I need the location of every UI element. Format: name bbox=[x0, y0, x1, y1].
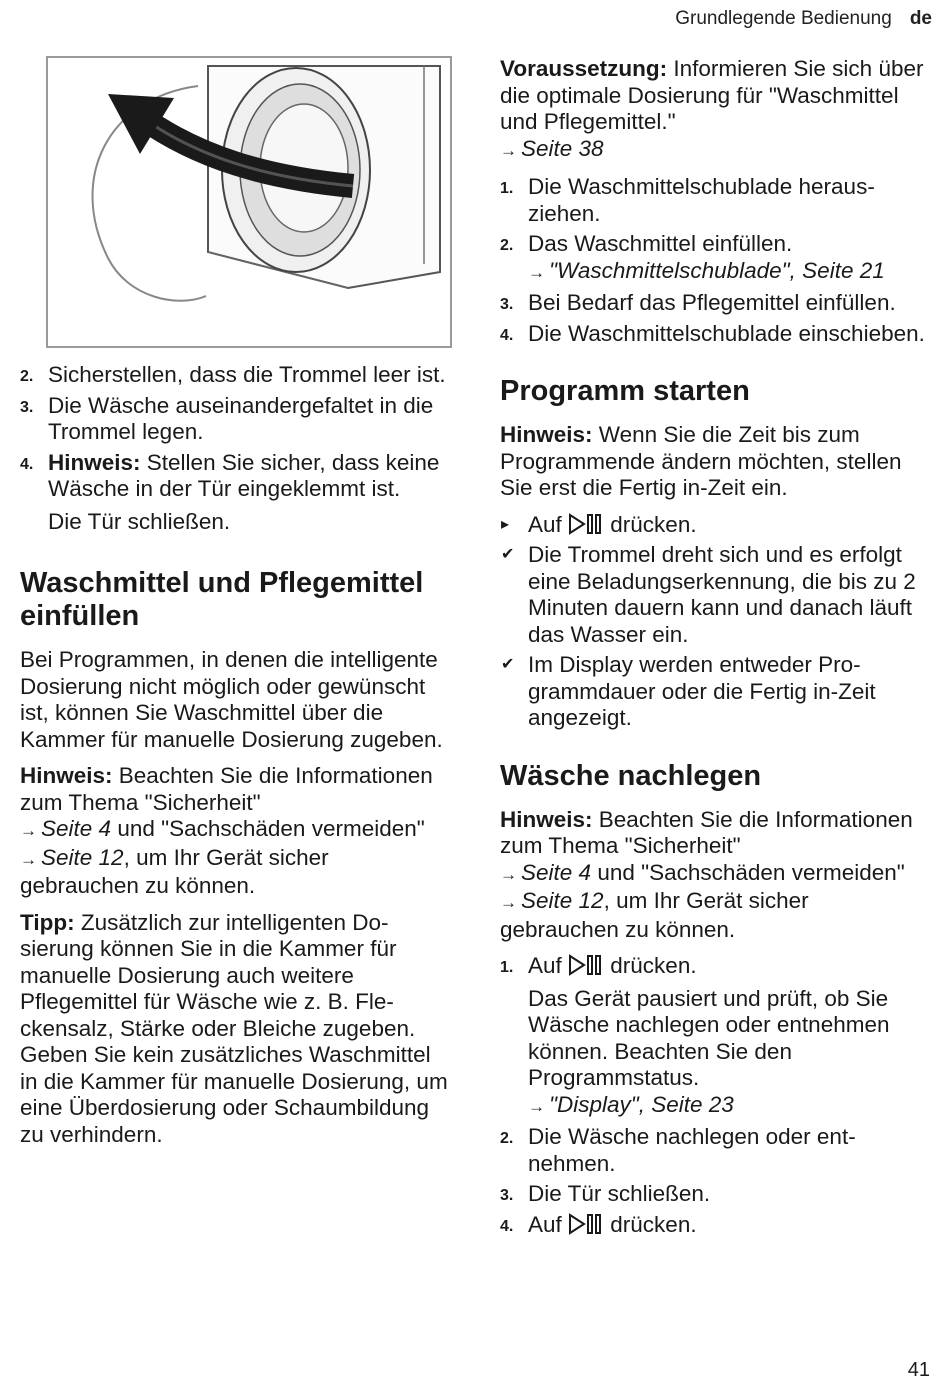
left-column bbox=[20, 56, 452, 1158]
step-number: 4. bbox=[20, 455, 34, 473]
page-header bbox=[675, 8, 932, 30]
list-item bbox=[20, 393, 452, 446]
section-heading-add-laundry: Wäsche nachlegen bbox=[500, 759, 762, 792]
page-reference-link[interactable]: Seite 12 bbox=[521, 888, 604, 913]
list-item bbox=[500, 174, 932, 227]
right-column bbox=[500, 56, 932, 1246]
washing-machine-door-illustration bbox=[46, 56, 452, 348]
start-pause-icon bbox=[568, 513, 604, 535]
step-text: Die Tür schließen. bbox=[528, 1181, 711, 1206]
note-label: Hinweis: bbox=[500, 422, 593, 447]
check-icon: ✔ bbox=[501, 656, 515, 673]
page-number: 41 bbox=[907, 1359, 930, 1381]
step-number: 4. bbox=[500, 1217, 514, 1235]
detergent-intro: Bei Programmen, in denen die intelligente Dosierung nicht möglich oder gewünscht ist, können Sie Waschmittel über die Kammer für manuelle Dosierung zugeben. bbox=[20, 647, 443, 752]
arrow-icon: → bbox=[500, 864, 517, 884]
tip-label: Tipp: bbox=[20, 909, 75, 935]
page-reference-link[interactable]: Seite 4 bbox=[521, 859, 592, 885]
step-number: 3. bbox=[500, 296, 514, 313]
add-laundry-step-list bbox=[500, 953, 932, 1238]
step-number: 3. bbox=[500, 1187, 514, 1204]
result-item: ✔ Im Display werden entweder Programmdauer oder die Fertig in-Zeit angezeigt. bbox=[501, 652, 876, 730]
arrow-icon: → bbox=[528, 262, 545, 282]
prerequisite: Voraussetzung: Informieren Sie sich über die optimale Dosierung für "Waschmittel und Pflegemittel." → Seite 38 bbox=[500, 56, 924, 161]
header-language: de bbox=[909, 8, 932, 29]
arrow-icon: → bbox=[20, 821, 37, 840]
program-start-note: Hinweis: Wenn Sie die Zeit bis zum Programmende ändern möchten, stellen Sie erst die Fertig in-Zeit ein. bbox=[500, 422, 902, 500]
section-heading-detergent: Waschmittel und Pflegemittel einfüllen bbox=[20, 567, 424, 632]
note-label: Hinweis: bbox=[48, 449, 141, 475]
arrow-icon: → bbox=[20, 849, 37, 869]
note-label: Hinweis: bbox=[20, 763, 113, 788]
step-text: Bei Bedarf das Pflegemittel einfüllen. bbox=[528, 290, 896, 315]
page-reference-link[interactable]: Seite 12 bbox=[41, 844, 124, 870]
check-icon: ✔ bbox=[501, 546, 515, 563]
arrow-icon: → bbox=[528, 1096, 545, 1116]
step-text: Die Wäsche nachlegen oder entnehmen. bbox=[528, 1124, 856, 1176]
header-title: Grundlegende Bedienung bbox=[675, 8, 892, 29]
page-reference-link[interactable]: Seite 4 bbox=[41, 816, 112, 841]
list-item: 4. Auf drücken. bbox=[500, 1212, 932, 1239]
list-item bbox=[500, 231, 932, 286]
step-subtext: Die Tür schließen. bbox=[48, 508, 231, 534]
list-item bbox=[500, 1181, 932, 1208]
safety-note: Hinweis: Beachten Sie die Informationen zum Thema "Sicherheit" → Seite 4 und "Sachschäden vermeiden" → Seite 12, um Ihr Gerät sicher gebrauchen zu können. bbox=[500, 806, 913, 942]
left-step-list bbox=[20, 362, 452, 535]
note-label: Hinweis: bbox=[500, 806, 593, 832]
start-pause-icon bbox=[568, 954, 604, 976]
step-number: 2. bbox=[500, 237, 514, 254]
step-subtext: Das Gerät pausiert und prüft, ob Sie Wäsche nachlegen oder entnehmen können. Beachten Sie den Programmstatus. bbox=[528, 985, 890, 1090]
action-item: ▸ Auf drücken. bbox=[501, 511, 697, 537]
list-item bbox=[500, 321, 932, 348]
section-heading-program-start: Programm starten bbox=[500, 375, 750, 407]
prerequisite-label: Voraussetzung: bbox=[500, 56, 668, 81]
step-text: Stellen Sie sicher, dass keine Wäsche in der Tür eingeklemmt ist. bbox=[48, 449, 440, 501]
page-reference-link[interactable]: Seite 38 bbox=[521, 135, 604, 161]
list-item bbox=[500, 1124, 932, 1177]
arrow-icon: → bbox=[500, 140, 517, 160]
step-number: 1. bbox=[500, 180, 514, 197]
start-pause-icon bbox=[568, 1213, 604, 1235]
detergent-step-list bbox=[500, 174, 932, 347]
page-reference-link[interactable]: "Display", Seite 23 bbox=[549, 1091, 734, 1117]
step-number: 2. bbox=[20, 368, 34, 385]
tip-paragraph: Tipp: Zusätzlich zur intelligenten Dosierung können Sie in die Kammer für manuelle Dosierung auch weitere Pflegemittel für Wäsche wie z. B. Fleckensalz, Stärke oder Bleiche zugeben. Geben Sie kein zusätzliches Waschmittel in die Kammer für manuelle Dosierung, um eine Überdosierung oder Schaumbildung zu verhindern. bbox=[20, 909, 448, 1147]
result-item: ✔ Die Trommel dreht sich und es erfolgt eine Beladungserkennung, die bis zu 2 Minuten dauern kann und danach läuft das Wasser ein. bbox=[501, 542, 916, 647]
arrow-icon: → bbox=[500, 893, 517, 912]
action-triangle-icon: ▸ bbox=[501, 515, 510, 533]
step-text: Das Waschmittel einfüllen. bbox=[528, 231, 793, 256]
step-text: Die Waschmittelschublade einschieben. bbox=[528, 320, 925, 346]
list-item bbox=[20, 362, 452, 389]
step-text: Die Waschmittelschublade herausziehen. bbox=[528, 174, 875, 226]
list-item bbox=[20, 450, 452, 536]
step-number: 2. bbox=[500, 1130, 514, 1147]
step-text: Sicherstellen, dass die Trommel leer ist. bbox=[48, 362, 446, 387]
list-item: 1. Auf drücken. Das Gerät pausiert und prüft, ob Sie Wäsche nachlegen oder entnehmen können. Beachten Sie den Programmstatus. → "Display", Seite 23 bbox=[500, 953, 932, 1120]
step-number: 4. bbox=[500, 326, 514, 344]
page-reference-link[interactable]: "Waschmittelschublade", Seite 21 bbox=[549, 257, 885, 283]
list-item bbox=[500, 290, 932, 317]
safety-note: Hinweis: Beachten Sie die Informationen zum Thema "Sicherheit" → Seite 4 und "Sachschäden vermeiden" → Seite 12, um Ihr Gerät sicher gebrauchen zu können. bbox=[20, 763, 433, 898]
step-number: 3. bbox=[20, 398, 34, 416]
step-number: 1. bbox=[500, 959, 514, 976]
step-text: Die Wäsche auseinandergefaltet in die Trommel legen. bbox=[48, 392, 434, 444]
program-start-list bbox=[500, 512, 932, 732]
